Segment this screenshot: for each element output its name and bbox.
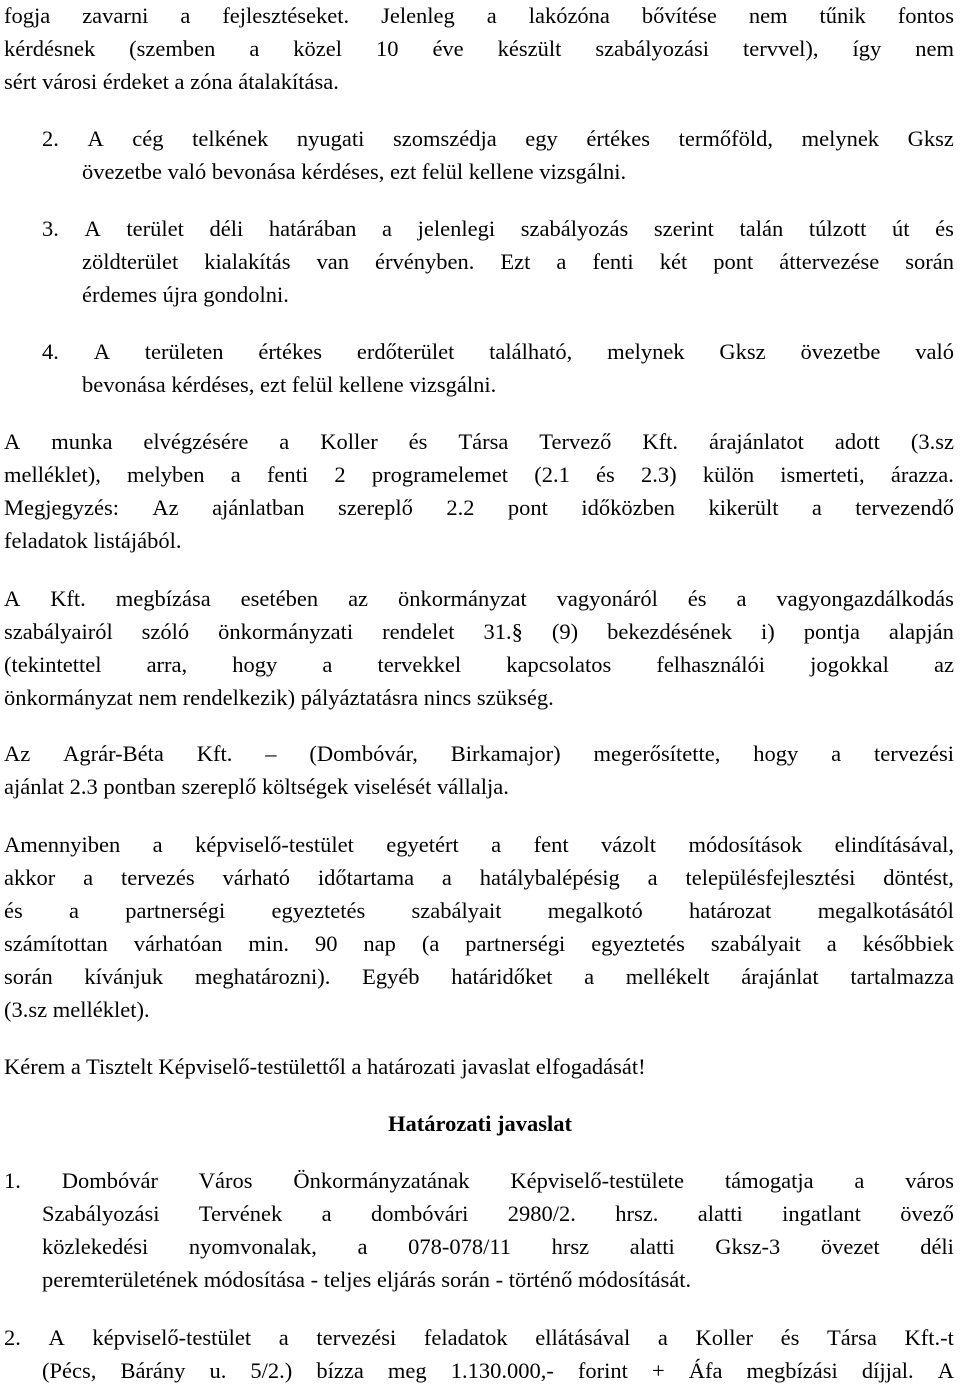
- text-line: feladatok listájából.: [4, 528, 182, 553]
- text-line: és a partnerségi egyeztetés szabályait megalkotó határozat megalkotásától: [4, 898, 954, 923]
- resolution-title: Határozati javaslat: [388, 1111, 572, 1136]
- text-line: sért városi érdeket a zóna átalakítása.: [4, 69, 339, 94]
- list-item: 4. A területen értékes erdőterület található, melynek Gksz övezetbe való: [42, 339, 954, 364]
- resolution-item: 1. Dombóvár Város Önkormányzatának Képviselő-testülete támogatja a város: [4, 1168, 954, 1193]
- text-line: ajánlat 2.3 pontban szereplő költségek viselését vállalja.: [4, 774, 509, 799]
- text-line: során kívánjuk meghatározni). Egyéb határidőket a mellékelt árajánlat tartalmazza: [4, 964, 954, 989]
- text-line: Amennyiben a képviselő-testület egyetért a fent vázolt módosítások elindításával,: [4, 832, 954, 857]
- text-line: Az Agrár-Béta Kft. – (Dombóvár, Birkamajor) megerősítette, hogy a tervezési: [4, 741, 954, 766]
- text-line: A Kft. megbízása esetében az önkormányzat vagyonáról és a vagyongazdálkodás: [4, 586, 954, 611]
- text-line: (tekintettel arra, hogy a tervekkel kapcsolatos felhasználói jogokkal az: [4, 652, 954, 677]
- text-line: (3.sz melléklet).: [4, 997, 150, 1022]
- request-text: Kérem a Tisztelt Képviselő-testülettől a határozati javaslat elfogadását!: [4, 1054, 646, 1079]
- list-item: 3. A terület déli határában a jelenlegi szabályozás szerint talán túlzott út és: [42, 216, 954, 241]
- text-line: kérdésnek (szemben a közel 10 éve készült szabályozási tervvel), így nem: [4, 36, 954, 61]
- text-line: önkormányzat nem rendelkezik) pályáztatásra nincs szükség.: [4, 685, 554, 710]
- text-line: közlekedési nyomvonalak, a 078-078/11 hrsz alatti Gksz-3 övezet déli: [42, 1234, 954, 1259]
- text-line: fogja zavarni a fejlesztéseket. Jelenleg a lakózóna bővítése nem tűnik fontos: [4, 3, 954, 28]
- text-line: érdemes újra gondolni.: [82, 282, 289, 307]
- text-line: (Pécs, Bárány u. 5/2.) bízza meg 1.130.000,- forint + Áfa megbízási díjjal. A: [42, 1358, 954, 1383]
- text-line: peremterületének módosítása - teljes eljárás során - történő módosítását.: [42, 1267, 692, 1292]
- text-line: övezetbe való bevonása kérdéses, ezt felül kellene vizsgálni.: [82, 159, 627, 184]
- text-line: számítottan várhatóan min. 90 nap (a partnerségi egyeztetés szabályait a későbbiek: [4, 931, 954, 956]
- text-line: A munka elvégzésére a Koller és Társa Tervező Kft. árajánlatot adott (3.sz: [4, 429, 954, 454]
- text-line: bevonása kérdéses, ezt felül kellene vizsgálni.: [82, 372, 497, 397]
- text-line: Megjegyzés: Az ajánlatban szereplő 2.2 pont időközben kikerült a tervezendő: [4, 495, 954, 520]
- text-line: melléklet), melyben a fenti 2 programelemet (2.1 és 2.3) külön ismerteti, árazza.: [4, 462, 954, 487]
- text-line: akkor a tervezés várható időtartama a hatálybalépésig a településfejlesztési döntést,: [4, 865, 954, 890]
- text-line: Szabályozási Tervének a dombóvári 2980/2. hrsz. alatti ingatlant övező: [42, 1201, 954, 1226]
- resolution-item: 2. A képviselő-testület a tervezési feladatok ellátásával a Koller és Társa Kft.-t: [4, 1325, 954, 1350]
- text-line: szabályairól szóló önkormányzati rendelet 31.§ (9) bekezdésének i) pontja alapján: [4, 619, 954, 644]
- text-line: zöldterület kialakítás van érvényben. Ezt a fenti két pont áttervezése során: [82, 249, 954, 274]
- list-item: 2. A cég telkének nyugati szomszédja egy értékes termőföld, melynek Gksz: [42, 126, 954, 151]
